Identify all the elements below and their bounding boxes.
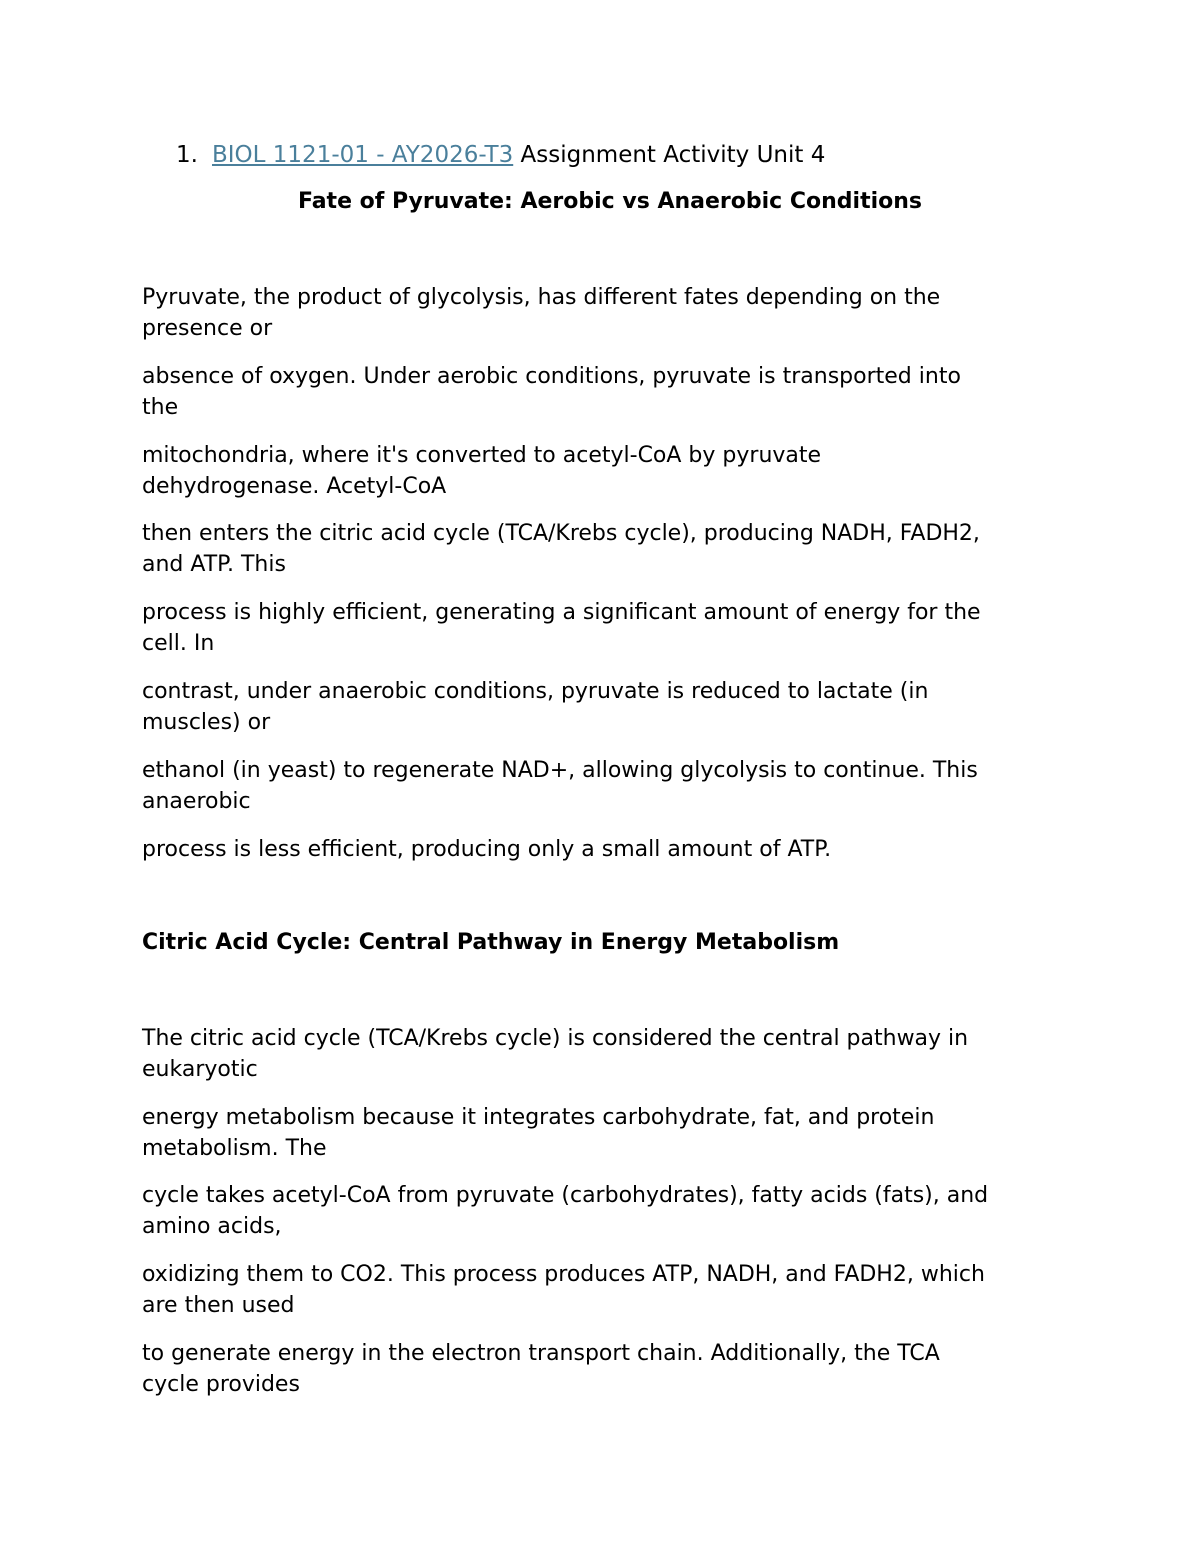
text-line: process is less efficient, producing only a small amount of ATP. [142,837,832,862]
text-line: presence or [142,316,273,341]
paragraph [142,755,1062,817]
text-line: absence of oxygen. Under aerobic conditions, pyruvate is transported into [142,364,961,389]
text-line: ethanol (in yeast) to regenerate NAD+, allowing glycolysis to continue. This [142,758,978,783]
assignment-header [176,140,825,171]
paragraph [142,834,1062,865]
paragraph [142,1259,1062,1321]
paragraph [142,440,1062,502]
text-line: metabolism. The [142,1136,327,1161]
list-number: 1. [176,142,198,168]
text-line: and ATP. This [142,552,286,577]
paragraph [142,676,1062,738]
text-line: The citric acid cycle (TCA/Krebs cycle) is considered the central pathway in [142,1026,969,1051]
text-line: to generate energy in the electron transport chain. Additionally, the TCA [142,1341,940,1366]
text-line: are then used [142,1293,295,1318]
paragraph [142,282,1062,344]
course-link[interactable]: BIOL 1121-01 - AY2026-T3 [212,142,514,168]
paragraph [142,1338,1062,1400]
text-line: the [142,395,179,420]
text-line: amino acids, [142,1214,282,1239]
text-line: anaerobic [142,789,251,814]
assignment-title: Assignment Activity Unit 4 [520,142,826,168]
text-line: then enters the citric acid cycle (TCA/Krebs cycle), producing NADH, FADH2, [142,521,980,546]
section-title-citric-acid: Citric Acid Cycle: Central Pathway in Energy Metabolism [142,930,840,955]
text-line: Pyruvate, the product of glycolysis, has different fates depending on the [142,285,941,310]
text-line: muscles) or [142,710,271,735]
paragraph [142,1023,1062,1085]
text-line: dehydrogenase. Acetyl-CoA [142,474,447,499]
paragraph [142,597,1062,659]
section-title-pyruvate: Fate of Pyruvate: Aerobic vs Anaerobic Conditions [297,189,923,214]
text-line: mitochondria, where it's converted to acetyl-CoA by pyruvate [142,443,822,468]
paragraph [142,1180,1062,1242]
text-line: oxidizing them to CO2. This process produces ATP, NADH, and FADH2, which [142,1262,985,1287]
paragraph [142,361,1062,423]
text-line: process is highly efficient, generating a significant amount of energy for the [142,600,981,625]
paragraph [142,1102,1062,1164]
paragraph [142,518,1062,580]
text-line: cycle provides [142,1372,300,1397]
text-line: energy metabolism because it integrates carbohydrate, fat, and protein [142,1105,935,1130]
text-line: cell. In [142,631,215,656]
text-line: eukaryotic [142,1057,258,1082]
text-line: contrast, under anaerobic conditions, pyruvate is reduced to lactate (in [142,679,929,704]
text-line: cycle takes acetyl-CoA from pyruvate (carbohydrates), fatty acids (fats), and [142,1183,989,1208]
